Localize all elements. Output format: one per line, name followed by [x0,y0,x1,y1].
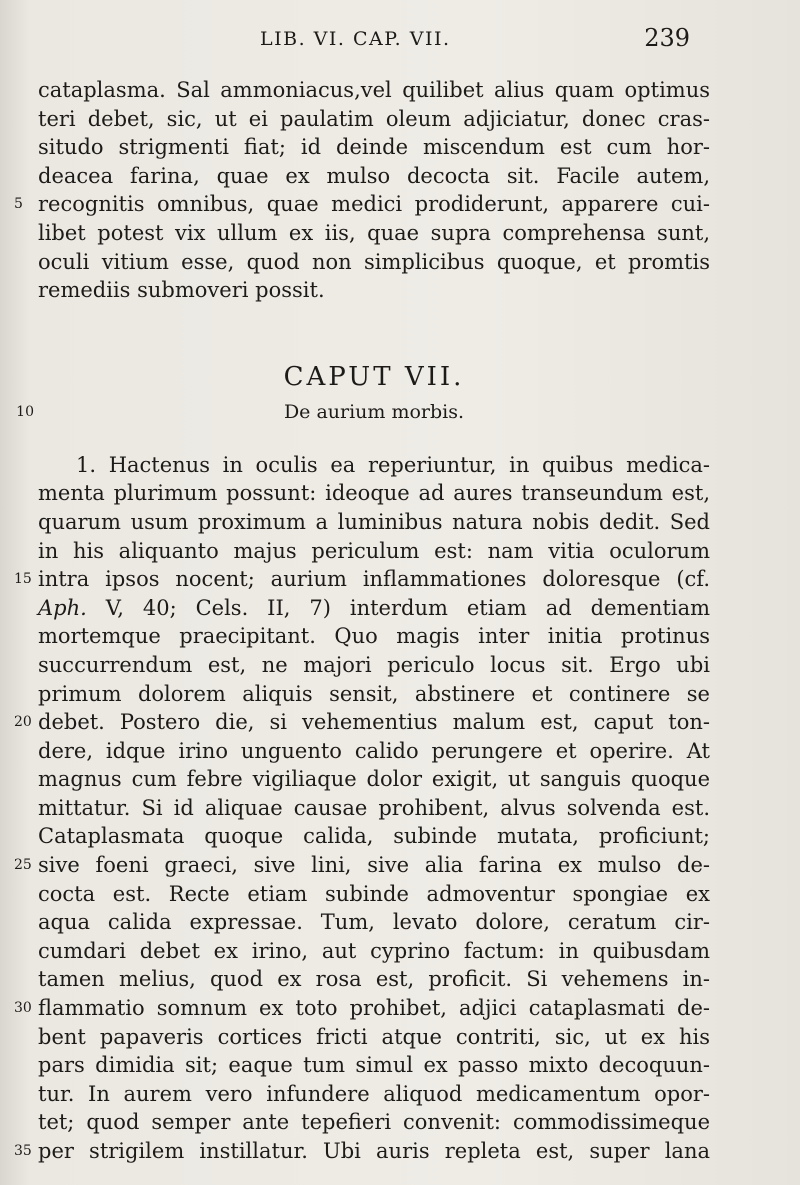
text-line: teri debet, sic, ut ei paulatim oleum adjiciatur, donec cras- [38,106,710,131]
body-text [14,76,710,1166]
line-number: 30 [14,1000,32,1017]
text-line: cocta est. Recte etiam subinde admoventur spongiae ex [38,881,710,906]
line-number: 20 [14,714,32,731]
text-line: tur. In aurem vero infundere aliquod medicamentum opor- [38,1081,710,1106]
text-line: 30 flammatio somnum ex toto prohibet, adjici cataplasmati de- [38,994,710,1023]
text-line: 15 intra ipsos nocent; aurium inflammationes doloresque (cf. [38,565,710,594]
text-line: 25 sive foeni graeci, sive lini, sive alia farina ex mulso de- [38,851,710,880]
text-line: cataplasma. Sal ammoniacus,vel quilibet alius quam optimus [38,78,710,102]
text-line: primum dolorem aliquis sensit, abstinere et continere se [38,681,710,706]
text-line: magnus cum febre vigiliaque dolor exigit, ut sanguis quoque [38,767,710,792]
text-line: menta plurimum possunt: ideoque ad aures transeundum est, [38,481,710,506]
line-number: 35 [14,1143,32,1159]
text-line: deacea farina, quae ex mulso decocta sit. Facile autem, [38,163,710,188]
chapter-subtitle: 10 De aurium morbis. [38,397,710,427]
text-line: mittatur. Si id aliquae causae prohibent, alvus solvenda est. [38,795,710,820]
text-line: 20 debet. Postero die, si vehementius malum est, caput ton- [38,708,710,737]
text-line: cumdari debet ex irino, aut cyprino factum: in quibusdam [38,938,710,963]
text-line: pars dimidia sit; eaque tum simul ex passo mixto decoquun- [38,1053,710,1078]
text-line: aqua calida expressae. Tum, levato dolore, ceratum cir- [38,910,710,935]
text-line: 35 per strigilem instillatur. Ubi auris repleta est, super lana [38,1137,710,1166]
line-number: 25 [14,857,32,874]
text-line: tamen melius, quod ex rosa est, proficit. Si vehemens in- [38,967,710,992]
text-line: dere, idque irino unguento calido perungere et operire. At [38,738,710,763]
text-line: Cataplasmata quoque calida, subinde mutata, proficiunt; [38,824,710,849]
text-line: bent papaveris cortices fricti atque contriti, sic, ut ex his [38,1024,710,1049]
text-line: libet potest vix ullum ex iis, quae supra comprehensa sunt, [38,220,710,245]
page-number: 239 [644,24,690,52]
chapter-title: CAPUT VII. [283,361,465,392]
italic-reference: Aph. [38,595,87,620]
text-line: oculi vitium esse, quod non simplicibus quoque, et promtis [38,249,710,274]
text-line: succurrendum est, ne majori periculo locus sit. Ergo ubi [38,652,710,677]
page-header [50,24,700,56]
line-number: 15 [14,571,32,588]
running-head: LIB. VI. CAP. VII. [260,28,451,50]
text-line: situdo strigmenti fiat; id deinde miscendum est cum hor- [38,135,710,160]
text-line: tet; quod semper ante tepefieri convenit: commodissimeque [38,1110,710,1135]
text-line: mortemque praecipitant. Quo magis inter initia protinus [38,624,710,649]
text-line-italic-ref: Aph. V, 40; Cels. II, 7) interdum etiam ad dementiam [38,595,710,620]
line-number: 5 [14,196,23,213]
text-line: in his aliquanto majus periculum est: nam vitia oculorum [38,538,710,563]
line-number: 10 [16,403,34,420]
text-line: 1. Hactenus in oculis ea reperiuntur, in quibus medica- [76,452,710,477]
text-line: 5 recognitis omnibus, quae medici prodiderunt, apparere cui- [38,190,710,219]
text-line: remediis submoveri possit. [38,278,325,303]
text-line: quarum usum proximum a luminibus natura nobis dedit. Sed [38,509,710,534]
